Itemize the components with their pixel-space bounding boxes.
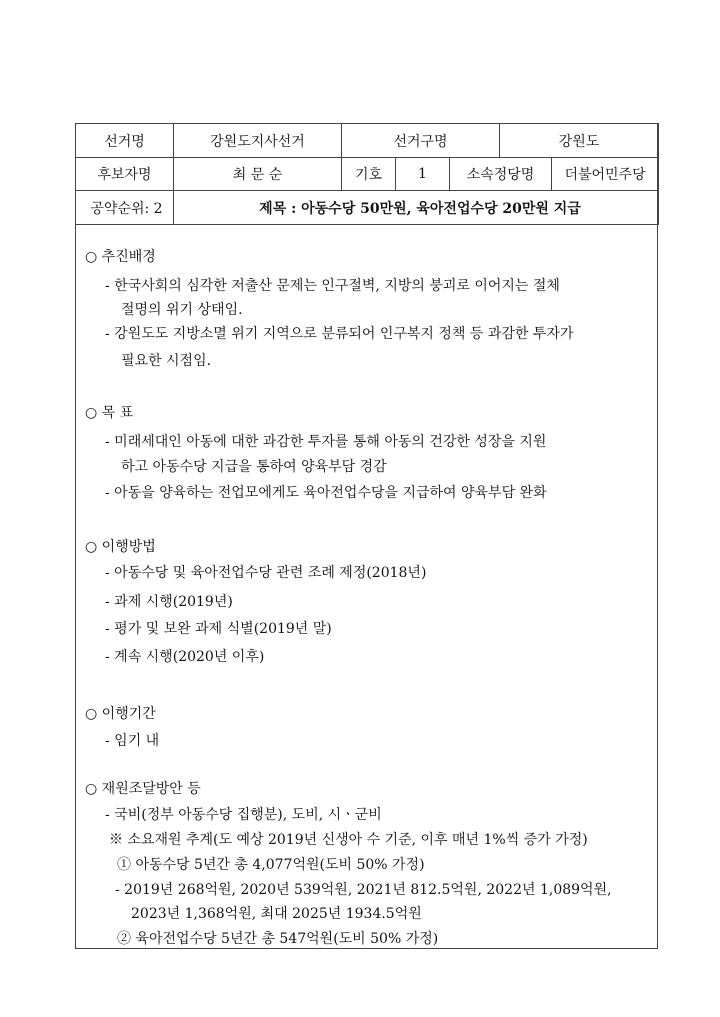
header-row-election	[76, 124, 659, 158]
candidate-value: 최 문 순	[174, 158, 342, 191]
election-value: 강원도지사선거	[174, 124, 342, 158]
section-heading-goal: ○ 목 표	[85, 405, 134, 421]
number-value: 1	[396, 158, 450, 191]
section-heading-funding: ○ 재원조달방안 등	[85, 781, 201, 797]
funding-line-4: - 2019년 268억원, 2020년 539억원, 2021년 812.5억원, 2022년 1,089억원,	[115, 882, 612, 898]
method-line-2: - 과제 시행(2019년)	[105, 594, 233, 610]
district-value: 강원도	[500, 124, 659, 158]
funding-line-1: - 국비(정부 아동수당 집행분), 도비, 시ㆍ군비	[105, 807, 382, 823]
background-line-1: - 한국사회의 심각한 저출산 문제는 인구절벽, 지방의 붕괴로 이어지는 절체	[105, 278, 560, 294]
header-table	[75, 123, 659, 225]
pledge-title: 제목 : 아동수당 50만원, 육아전업수당 20만원 지급	[174, 191, 659, 225]
section-heading-period: ○ 이행기간	[85, 706, 156, 722]
election-label: 선거명	[76, 124, 174, 158]
candidate-label: 후보자명	[76, 158, 174, 191]
goal-line-3: - 아동을 양육하는 전업모에게도 육아전업수당을 지급하여 양육부담 완화	[105, 485, 547, 501]
funding-line-3: ① 아동수당 5년간 총 4,077억원(도비 50% 가정)	[117, 857, 425, 873]
goal-line-1: - 미래세대인 아동에 대한 과감한 투자를 통해 아동의 건강한 성장을 지원	[105, 434, 547, 450]
goal-line-2: 하고 아동수당 지급을 통하여 양육부담 경감	[121, 459, 387, 475]
background-line-4: 필요한 시점임.	[121, 353, 212, 369]
header-row-pledge	[76, 191, 659, 225]
header-row-candidate	[76, 158, 659, 191]
document-frame	[75, 123, 658, 949]
section-heading-method: ○ 이행방법	[85, 539, 156, 555]
district-label: 선거구명	[342, 124, 500, 158]
number-label: 기호	[342, 158, 396, 191]
background-line-2: 절명의 위기 상태임.	[121, 302, 243, 318]
section-heading-background: ○ 추진배경	[85, 249, 156, 265]
period-line-1: - 임기 내	[105, 733, 160, 749]
pledge-rank: 공약순위: 2	[76, 191, 174, 225]
method-line-1: - 아동수당 및 육아전업수당 관련 조례 제정(2018년)	[105, 565, 427, 581]
method-line-3: - 평가 및 보완 과제 식별(2019년 말)	[105, 621, 332, 637]
funding-line-2: ※ 소요재원 추계(도 예상 2019년 신생아 수 기준, 이후 매년 1%씩 증가 가정)	[109, 832, 588, 848]
funding-line-6: ② 육아전업수당 5년간 총 547억원(도비 50% 가정)	[117, 931, 439, 947]
method-line-4: - 계속 시행(2020년 이후)	[105, 649, 265, 665]
background-line-3: - 강원도도 지방소멸 위기 지역으로 분류되어 인구복지 정책 등 과감한 투자가	[105, 326, 574, 342]
funding-line-5: 2023년 1,368억원, 최대 2025년 1934.5억원	[131, 906, 422, 922]
party-value: 더불어민주당	[552, 158, 659, 191]
party-label: 소속정당명	[450, 158, 552, 191]
